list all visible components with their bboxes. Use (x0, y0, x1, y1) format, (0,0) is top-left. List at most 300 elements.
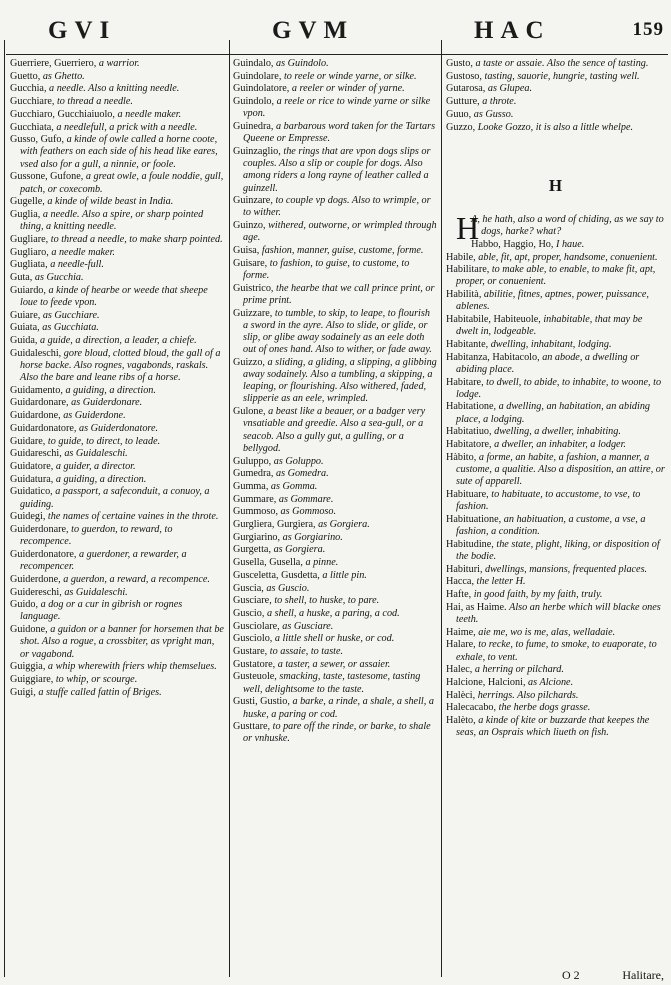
headword: Guigi, (10, 686, 36, 698)
dictionary-entry (446, 439, 666, 451)
definition: the rings that are vpon dogs slips or couples. Also a slip or couple for dogs. Also among riders a long rayne of leather called a guinzell. (243, 145, 431, 194)
column-right (446, 58, 666, 740)
dictionary-entry (233, 220, 437, 244)
dictionary-entry (233, 557, 437, 569)
definition: a guiding, a direction. (55, 473, 147, 485)
definition: as Guiderdone. (63, 410, 126, 422)
headword: Guidaleschi, (10, 347, 62, 359)
dictionary-entry (10, 511, 224, 523)
dictionary-entry (446, 58, 666, 70)
definition: as Guindolo. (276, 58, 329, 69)
definition: as Gorgiera. (318, 519, 370, 531)
dictionary-entry (446, 576, 666, 588)
definition: a shell, a huske, a paring, a cod. (266, 607, 400, 619)
dictionary-entry (233, 195, 437, 219)
dictionary-entry (233, 532, 437, 544)
headword: Guerriere, Guerriero, (10, 58, 97, 69)
catchword: Halitare, (622, 968, 664, 982)
headword: Gustare, (233, 646, 268, 658)
dictionary-entry (10, 624, 224, 661)
headword: Halèci, (446, 689, 476, 701)
headword: Guizzo, (233, 356, 265, 368)
dictionary-entry (446, 602, 666, 626)
headword: Guetto, (10, 70, 41, 82)
dictionary-entry (10, 674, 224, 686)
definition: a warrior. (98, 58, 140, 69)
dictionary-entry (233, 456, 437, 468)
dictionary-entry (446, 690, 666, 702)
definition: a sliding, a gliding, a slipping, a glibbing away sodainely. Also a tumbling, a skipping, a leaping, or flourishing. Also withered, faded, slipperie as an eele, wrimpled. (243, 356, 437, 405)
definition: fashion, manner, guise, custome, forme. (261, 245, 424, 257)
dictionary-entry (233, 481, 437, 493)
definition: a guerdon, a reward, a recompence. (63, 573, 210, 585)
dictionary-entry (10, 171, 224, 195)
headword: Guzzo, (446, 121, 476, 133)
headword: Gucchiata, (10, 121, 54, 133)
dictionary-entry (446, 564, 666, 576)
definition: withered, outworne, or wrimpled through age. (243, 220, 437, 244)
headword: Hàbito, (446, 451, 477, 463)
h-first-text: A, he hath, also a word of chiding, as we say to dogs, harke? what? (471, 213, 664, 238)
definition: aie me, wo is me, alas, welladaie. (478, 626, 616, 638)
definition: I haue. (556, 238, 585, 250)
definition: a reeler or winder of yarne. (291, 83, 405, 95)
definition: tasting, sauorie, hungrie, tasting well. (484, 70, 640, 82)
headword: Guidardonatore, (10, 422, 77, 434)
headword: Guinzaglio, (233, 145, 281, 157)
headword: Guiardo, (10, 284, 46, 296)
dictionary-entry (446, 426, 666, 438)
headword: Guidegi, (10, 511, 46, 523)
headword: Gussone, Gufone, (10, 171, 84, 183)
headword: Gumedra, (233, 468, 274, 480)
headword: Habilità, (446, 289, 482, 301)
dictionary-entry (446, 715, 666, 739)
headword: Habituatione, (446, 513, 502, 525)
headword: Habitabile, Habiteuole, (446, 314, 541, 326)
headword: Gummare, (233, 493, 277, 505)
definition: as Gomedra. (276, 468, 329, 480)
dictionary-entry (446, 71, 666, 83)
headword: Habitante, (446, 338, 489, 350)
definition: to reele or winde yarne, or silke. (283, 70, 417, 82)
definition: dwelling, inhabitant, lodging. (490, 338, 612, 350)
definition: inhabitable, that may be dwelt in, lodgeable. (456, 314, 643, 338)
definition: as Gucchiata. (42, 322, 99, 334)
column-rule-1 (229, 40, 230, 977)
headword: Habitatiuo, (446, 426, 492, 438)
definition: herrings. Also pilchards. (477, 689, 579, 701)
headword: Guiderdone, (10, 573, 61, 585)
dictionary-entry (233, 258, 437, 282)
headword: Gucchiaro, Gucchiaiuolo, (10, 108, 115, 120)
headword: Gucchia, (10, 83, 47, 95)
definition: the letter H. (476, 576, 526, 588)
headword: Guuo, (446, 108, 472, 120)
dictionary-entry (446, 264, 666, 288)
dictionary-entry (233, 146, 437, 195)
dictionary-entry (10, 397, 224, 409)
definition: a stuffe called fattin of Briges. (38, 686, 162, 698)
definition: a passport, a safeconduit, a conuoy, a guiding. (20, 486, 210, 510)
dictionary-entry (233, 357, 437, 406)
definition: to tumble, to skip, to leape, to flourish a sword in the ayre. Also to slide, or glide, or slip, or glibe away sodainely as an eele doth out of ones hand. Also to wither, or fade away. (243, 307, 432, 356)
definition: a guidon or a banner for horsemen that be shot. Also a rogue, a crossbiter, as vpright man, or vagabond. (20, 624, 224, 660)
definition: smacking, taste, tastesome, tasting well, delightsome to the taste. (243, 671, 421, 695)
definition: an habituation, a custome, a vse, a fashion, a condition. (456, 513, 646, 537)
definition: as Guscio. (266, 582, 310, 594)
dictionary-entry (233, 671, 437, 695)
dictionary-entry (446, 314, 666, 338)
dictionary-entry (446, 289, 666, 313)
headword: Guta, (10, 271, 33, 283)
dictionary-entry (10, 448, 224, 460)
headword: Guidamento, (10, 384, 63, 396)
definition: Also an herbe which will blacke ones teeth. (456, 601, 661, 625)
headword: Gugliaro, (10, 246, 49, 258)
definition: a needlefull, a prick with a needle. (56, 121, 198, 133)
dictionary-entry (446, 489, 666, 513)
definition: a little pin. (322, 569, 367, 581)
definition: a little shell or huske, or cod. (274, 633, 395, 645)
dictionary-entry (233, 406, 437, 455)
dictionary-entry (10, 486, 224, 510)
headword: Gustoso, (446, 70, 482, 82)
definition: a needle. Also a spire, or sharp pointed thing, a knitting needle. (20, 208, 204, 233)
definition: a dwelling, an habitation, an abiding place, a lodging. (456, 401, 651, 425)
dictionary-entry (10, 461, 224, 473)
headword: Hafte, (446, 589, 472, 601)
headword: Guindalo, (233, 58, 274, 69)
dictionary-entry (233, 506, 437, 518)
dictionary-entry (10, 310, 224, 322)
definition: able, fit, apt, proper, handsome, conuenient. (478, 251, 658, 263)
headword: Guglia, (10, 208, 41, 220)
definition: as Gorgiera. (273, 544, 326, 556)
dictionary-entry (10, 259, 224, 271)
headword: Gusceletta, Gusdetta, (233, 569, 320, 581)
dictionary-entry (446, 122, 666, 134)
dictionary-entry (233, 583, 437, 595)
definition: the herbe dogs grasse. (498, 702, 591, 714)
headword: Guidardonare, (10, 397, 69, 409)
definition: gore bloud, clotted bloud, the gall of a horse backe. Also rognes, vagabonds, raskals. Also the bare and leane ribs of a horse. (20, 347, 221, 384)
dictionary-entry (233, 659, 437, 671)
headword: Gusciolare, (233, 620, 280, 632)
headword: Guindolatore, (233, 83, 290, 95)
dictionary-entry (233, 646, 437, 658)
h-entries (446, 239, 666, 740)
drop-cap: H (456, 209, 480, 246)
headword: Guisare, (233, 257, 268, 269)
definition: as Guidaleschi. (64, 448, 128, 460)
definition: a throte. (482, 96, 517, 108)
column-rule-2 (441, 40, 442, 977)
headword: Guidone, (10, 624, 48, 636)
dictionary-entry (446, 589, 666, 601)
page-number: 159 (632, 19, 664, 40)
definition: a dog or a cur in gibrish or rognes language. (20, 599, 183, 623)
headword: Guindolo, (233, 96, 275, 108)
definition: a kinde of wilde beast in India. (47, 196, 174, 208)
definition: as Gommoso. (280, 506, 337, 518)
dictionary-entry (10, 599, 224, 623)
guide-word-right: HAC (474, 17, 551, 44)
headword: Guiggia, (10, 661, 46, 673)
headword: Gusto, (446, 58, 473, 69)
headword: Hai, as Haime. (446, 601, 507, 613)
definition: to guerdon, to reward, to recompence. (20, 524, 173, 548)
dictionary-entry (10, 122, 224, 134)
definition: as Gucchiare. (42, 309, 100, 321)
dictionary-entry (446, 514, 666, 538)
definition: a taster, a sewer, or assaier. (277, 658, 391, 670)
dictionary-entry (10, 335, 224, 347)
dictionary-entry (233, 83, 437, 95)
dictionary-entry (233, 696, 437, 720)
definition: as Gusciare. (282, 620, 334, 632)
definition: a kinde of hearbe or weede that sheepe loue to feede vpon. (20, 284, 208, 308)
headword: Guiderdonatore, (10, 548, 77, 560)
headword: Gusciolo, (233, 633, 273, 645)
headword: Guidereschi, (10, 586, 62, 598)
column-middle (233, 58, 437, 746)
guide-word-middle: GVM (272, 17, 355, 44)
headword: Habilitare, (446, 264, 490, 276)
definition: a guerdoner, a rewarder, a recompencer. (20, 548, 187, 573)
dictionary-entry (10, 96, 224, 108)
headword: Hacca, (446, 576, 474, 588)
headword: Halare, (446, 639, 476, 651)
dictionary-entry (233, 58, 437, 70)
headword: Guidardone, (10, 410, 61, 422)
dictionary-entry (446, 702, 666, 714)
headword: Halcione, Halcioni, (446, 676, 526, 688)
headword: Guidatura, (10, 473, 54, 485)
definition: as Gorgiarino. (282, 531, 343, 543)
headword: Guizzare, (233, 307, 273, 319)
definition: to recke, to fume, to smoke, to euaporate, to exhale, to vent. (456, 639, 657, 663)
definition: a kinde of kite or buzzarde that keepes the seas, an Osprais which liueth on fish. (456, 715, 650, 739)
headword: Guiderdonare, (10, 524, 69, 536)
dictionary-entry (446, 377, 666, 401)
headword: Guluppo, (233, 455, 272, 467)
headword: Gusti, Gustio, (233, 696, 290, 708)
dictionary-entry (10, 71, 224, 83)
dictionary-entry (233, 621, 437, 633)
definition: abilitie, fitnes, aptnes, power, puissance, ablenes. (456, 289, 649, 313)
headword: Gurgetta, (233, 544, 272, 556)
definition: to dwell, to abide, to inhabite, to woone, to lodge. (456, 376, 662, 400)
dictionary-entry (10, 423, 224, 435)
running-header (4, 0, 668, 62)
headword: Guindolare, (233, 70, 282, 82)
headword: Gugelle, (10, 196, 45, 208)
headword: Habitatione, (446, 401, 497, 413)
dictionary-entry (233, 570, 437, 582)
definition: to habituate, to accustome, to vse, to fashion. (456, 488, 641, 513)
definition: to thread a needle, to make sharp pointed. (50, 233, 223, 245)
definition: as Guiderdonare. (71, 397, 143, 409)
dictionary-entry (10, 322, 224, 334)
definition: a forme, an habite, a fashion, a manner, a custome, a qualitie. Also a disposition, an attire, or sute of apparell. (456, 451, 665, 488)
headword: Guidatico, (10, 486, 53, 498)
headword: Gulone, (233, 406, 266, 418)
definition: to assaie, to taste. (269, 646, 344, 658)
headword: Guisa, (233, 245, 260, 257)
dictionary-entry (10, 134, 224, 171)
headword: Guiata, (10, 322, 40, 334)
dictionary-entry (10, 109, 224, 121)
definition: as Goluppo. (273, 455, 324, 467)
dictionary-entry (10, 58, 224, 70)
headword: Gusciа, (233, 582, 264, 594)
headword: Gusteuole, (233, 671, 277, 683)
dictionary-entry (233, 308, 437, 357)
definition: a guiding, a direction. (65, 384, 156, 396)
dictionary-entry (10, 83, 224, 95)
headword: Guscio, (233, 607, 265, 619)
dictionary-entry (446, 677, 666, 689)
dictionary-entry (446, 96, 666, 108)
definition: a needle maker. (51, 246, 115, 258)
guide-word-left: GVI (48, 17, 117, 44)
definition: to thread a needle. (56, 96, 133, 108)
dictionary-entry (446, 339, 666, 351)
definition: a herring or pilchard. (474, 664, 564, 676)
headword: Halèto, (446, 715, 476, 727)
dictionary-entry (10, 474, 224, 486)
dictionary-entry (233, 595, 437, 607)
headword: Guiggiare, (10, 673, 54, 685)
dictionary-entry (446, 352, 666, 376)
headword: Habitanza, Habitacolo, (446, 351, 540, 363)
definition: to fashion, to guise, to custome, to forme. (243, 257, 410, 281)
dictionary-entry (233, 544, 437, 556)
headword: Guinzare, (233, 195, 273, 207)
definition: a barbarous word taken for the Tartars Queene or Empresse. (243, 121, 436, 145)
headword: Habitudine, (446, 538, 494, 550)
dictionary-entry (233, 608, 437, 620)
dictionary-entry (10, 272, 224, 284)
signature-mark: O 2 (562, 968, 580, 982)
definition: a beast like a beauer, or a badger very vnsatiable and greedie. Also a sea-gull, or a seacob. Also a gully gut, a gulling, or a bellygod. (243, 406, 426, 454)
section-heading-h: H (548, 175, 564, 195)
definition: to shell, to huske, to pare. (274, 595, 380, 607)
definition: to guide, to direct, to leade. (47, 435, 161, 447)
dictionary-entry (233, 721, 437, 745)
definition: in good faith, by my faith, truly. (473, 589, 603, 601)
definition: to couple vp dogs. Also to wrimple, or to wither. (243, 195, 431, 219)
headword: Gustatore, (233, 658, 276, 670)
headword: Gugliare, (10, 233, 49, 245)
dictionary-entry (10, 549, 224, 573)
definition: to make able, to enable, to make fit, apt, proper, or conuenient. (456, 264, 656, 288)
definition: the names of certaine vaines in the throte. (47, 511, 219, 523)
headword: Guistrico, (233, 282, 274, 294)
headword: Habituare, (446, 488, 489, 500)
dictionary-entry (233, 468, 437, 480)
dictionary-entry (10, 587, 224, 599)
headword: Gusciare, (233, 595, 272, 607)
definition: as Gusso. (473, 108, 514, 120)
column-left (10, 58, 224, 699)
dictionary-entry (446, 83, 666, 95)
g-entries (446, 58, 666, 134)
dictionary-entry (10, 234, 224, 246)
dictionary-entry (10, 661, 224, 673)
definition: a dweller, an inhabiter, a lodger. (494, 439, 626, 451)
dictionary-entry (233, 519, 437, 531)
definition: dwelling, a dweller, inhabiting. (494, 426, 621, 438)
headword: Guidare, (10, 435, 46, 447)
column-rule-left (4, 40, 5, 977)
dictionary-entry (446, 664, 666, 676)
definition: to pare off the rinde, or barke, to shale or vnhuske. (243, 721, 431, 745)
dictionary-entry (10, 385, 224, 397)
dictionary-entry (233, 283, 437, 307)
definition: as Gomma. (270, 480, 318, 492)
dictionary-entry (233, 494, 437, 506)
headword: Gusella, Gusella, (233, 557, 303, 569)
dictionary-entry (10, 209, 224, 233)
dictionary-entry (10, 524, 224, 548)
dictionary-entry (10, 247, 224, 259)
definition: Looke Gozzo, it is also a little whelpe. (477, 121, 634, 133)
dictionary-entry (446, 539, 666, 563)
definition: to whip, or scourge. (55, 673, 138, 685)
headword: Guida, (10, 334, 38, 346)
dictionary-entry (233, 245, 437, 257)
headword: Guido, (10, 599, 39, 611)
definition: a kinde of owle called a horne coote, with feathers on each side of his head like eares, vsed also for a gull, a ninnie, or foole. (20, 134, 218, 170)
dictionary-entry (446, 452, 666, 489)
definition: as Gommare. (278, 493, 334, 505)
dictionary-entry (10, 410, 224, 422)
dictionary-entry (446, 401, 666, 425)
dictionary-entry (233, 96, 437, 120)
definition: a guide, a direction, a leader, a chiefe. (40, 334, 197, 346)
headword: Gurgiarino, (233, 531, 281, 543)
definition: a needle-full. (50, 259, 104, 271)
headword: Gugliata, (10, 259, 48, 271)
definition: as Guidaleschi. (64, 586, 128, 598)
definition: a reele or rice to winde yarne or silke vpon. (243, 96, 431, 120)
headword: Habitatore, (446, 439, 492, 451)
definition: a guider, a director. (55, 461, 136, 472)
dictionary-entry (10, 285, 224, 309)
header-rule (6, 54, 668, 55)
definition: the hearbe that we call prince print, or prime print. (243, 282, 435, 306)
headword: Gucchiare, (10, 96, 55, 108)
headword: Gusttare, (233, 721, 271, 733)
headword: Halecacabo, (446, 702, 497, 714)
headword: Gutarosa, (446, 83, 486, 95)
dictionary-entry (446, 252, 666, 264)
definition: a taste or assaie. Also the sence of tasting. (475, 58, 649, 69)
dictionary-entry (233, 633, 437, 645)
definition: a barke, a rinde, a shale, a shell, a huske, a paring or cod. (243, 696, 434, 720)
definition: a great owle, a foule noddie, gull, patch, or coxecomb. (20, 171, 224, 195)
dictionary-entry (10, 348, 224, 385)
headword: Gumma, (233, 480, 269, 492)
definition: dwellings, mansions, frequented places. (485, 563, 648, 575)
definition: as Gucchia. (34, 271, 84, 283)
headword: Haime, (446, 626, 476, 638)
definition: a needle maker. (117, 108, 182, 120)
headword: Guinzo, (233, 220, 266, 232)
definition: an abode, a dwelling or abiding place. (456, 351, 640, 375)
